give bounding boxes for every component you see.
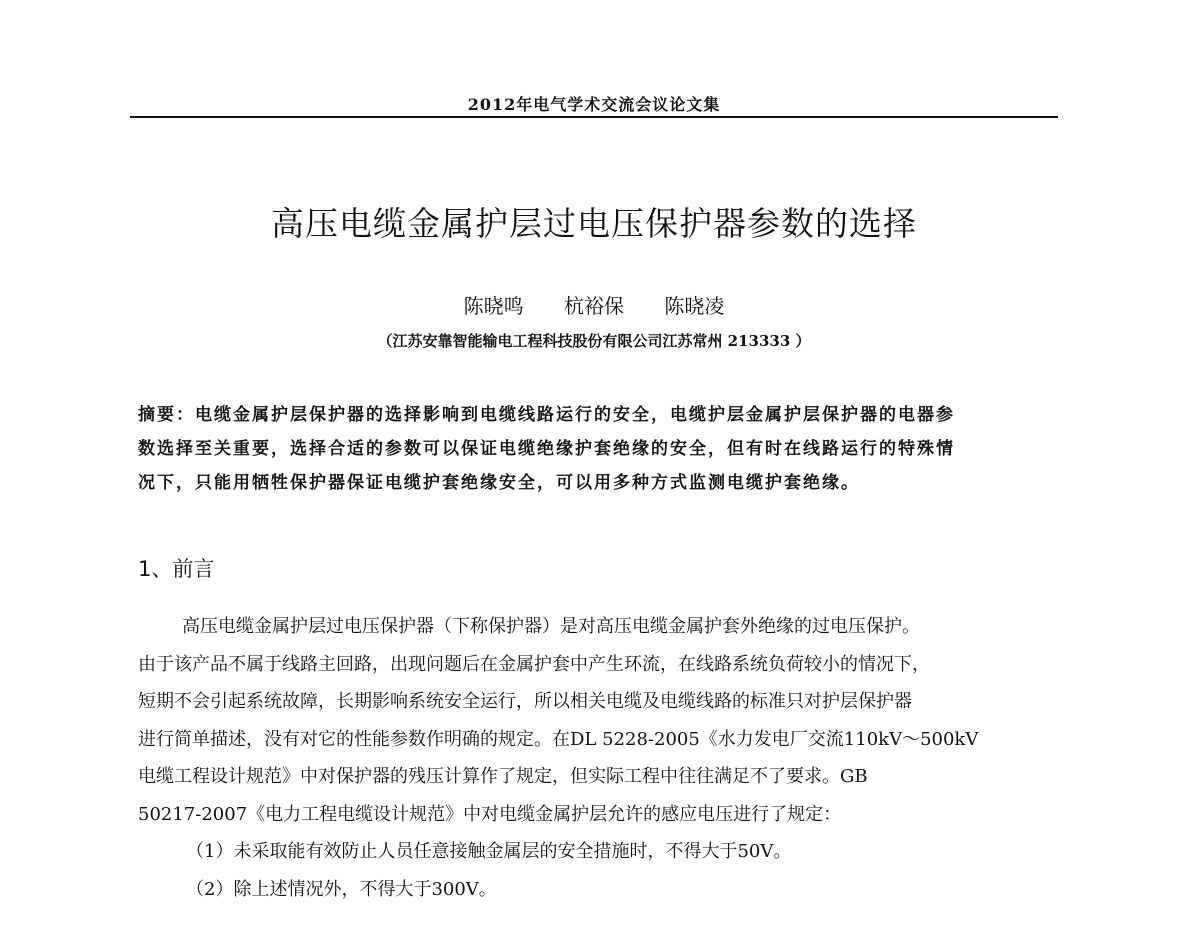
list-item: （2）除上述情况外，不得大于300V。 [186, 878, 497, 900]
section-heading: 1、前言 [138, 557, 215, 581]
abstract-line: 况下，只能用牺牲保护器保证电缆护套绝缘安全，可以用多种方式监测电缆护套绝缘。 [138, 473, 860, 493]
paragraph-line: 由于该产品不属于线路主回路，出现问题后在金属护套中产生环流，在线路系统负荷较小的情况下， [138, 653, 930, 675]
author-name: 杭裕保 [564, 294, 624, 318]
paragraph-line: 进行简单描述，没有对它的性能参数作明确的规定。在DL 5228-2005《水力发电厂交流110kV～500kV [138, 728, 979, 750]
section-body [138, 608, 1058, 908]
list-item: （1）未采取能有效防止人员任意接触金属层的安全措施时，不得大于50V。 [186, 841, 792, 862]
paragraph-line: 高压电缆金属护层过电压保护器（下称保护器）是对高压电缆金属护套外绝缘的过电压保护。 [182, 616, 920, 637]
paragraph-line: 短期不会引起系统故障，长期影响系统安全运行，所以相关电缆及电缆线路的标准只对护层保护器 [138, 691, 912, 712]
author-name: 陈晓鸣 [463, 294, 524, 318]
abstract-line: 摘要：电缆金属护层保护器的选择影响到电缆线路运行的安全，电缆护层金属护层保护器的电器参 [138, 405, 955, 425]
author-list [130, 290, 1058, 319]
affiliation: （江苏安靠智能输电工程科技股份有限公司江苏常州 213333 ） [377, 332, 811, 350]
header-rule [130, 116, 1058, 118]
running-header: 2012年电气学术交流会议论文集 [467, 95, 721, 114]
paragraph-line: 电缆工程设计规范》中对保护器的残压计算作了规定，但实际工程中往往满足不了要求。GB [138, 766, 868, 787]
paragraph-line: 50217-2007《电力工程电缆设计规范》中对电缆金属护层允许的感应电压进行了规定： [138, 803, 842, 825]
abstract-line: 数选择至关重要，选择合适的参数可以保证电缆绝缘护套绝缘的安全，但有时在线路运行的特殊情 [138, 439, 955, 459]
paper-title: 高压电缆金属护层过电压保护器参数的选择 [271, 204, 917, 243]
author-name: 陈晓凌 [664, 294, 725, 318]
abstract [138, 398, 1058, 500]
